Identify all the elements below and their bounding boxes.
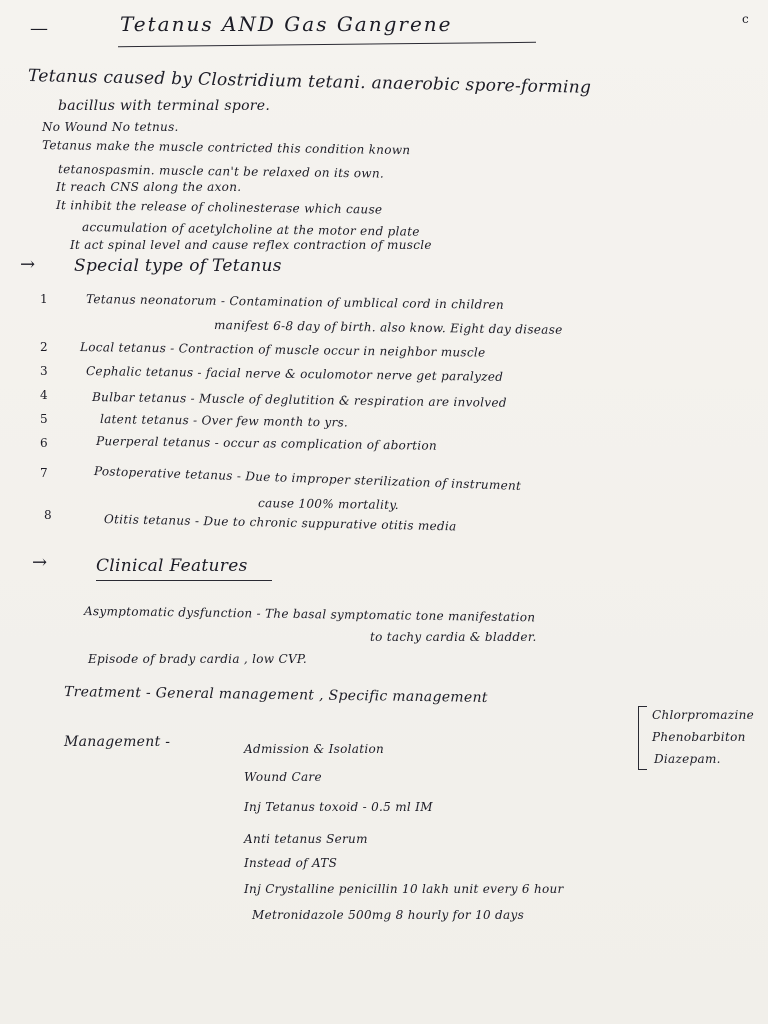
page-title: Tetanus AND Gas Gangrene bbox=[120, 12, 453, 36]
type-item-7-cont: cause 100% mortality. bbox=[257, 496, 400, 512]
drug-bracket bbox=[638, 706, 647, 770]
type-item-7: Postoperative tetanus - Due to improper sterilization of instrument bbox=[93, 464, 522, 493]
type-number: 1 bbox=[40, 292, 48, 306]
clinical-item-1: Asymptomatic dysfunction - The basal symptomatic tone manifestation bbox=[83, 604, 536, 625]
clinical-item-1-cont: to tachy cardia & bladder. bbox=[370, 630, 537, 644]
clinical-heading-underline bbox=[96, 580, 272, 581]
type-item-5: latent tetanus - Over few month to yrs. bbox=[99, 412, 349, 430]
types-heading: Special type of Tetanus bbox=[74, 256, 282, 276]
type-item-8: Otitis tetanus - Due to chronic suppurative otitis media bbox=[103, 512, 457, 534]
corner-dash: — bbox=[30, 18, 48, 39]
type-number: 8 bbox=[44, 508, 52, 522]
intro-bullet-3: It reach CNS along the axon. bbox=[56, 180, 242, 194]
management-item: Inj Crystalline penicillin 10 lakh unit every 6 hour bbox=[244, 882, 564, 896]
management-item: Anti tetanus Serum bbox=[244, 832, 368, 846]
intro-line-1: Tetanus caused by Clostridium tetani. anaerobic spore-forming bbox=[27, 66, 592, 98]
type-number: 7 bbox=[40, 466, 48, 480]
intro-line-2: bacillus with terminal spore. bbox=[58, 98, 271, 114]
type-number: 4 bbox=[40, 388, 48, 402]
type-item-1: Tetanus neonatorum - Contamination of umblical cord in children bbox=[85, 292, 505, 312]
treatment-line: Treatment - General management , Specific management bbox=[63, 684, 488, 706]
intro-bullet-4b: accumulation of acetylcholine at the motor end plate bbox=[81, 220, 420, 239]
clinical-heading: Clinical Features bbox=[96, 556, 248, 576]
type-number: 5 bbox=[40, 412, 48, 426]
drug-item: Phenobarbiton bbox=[652, 730, 746, 744]
management-item: Instead of ATS bbox=[244, 856, 338, 870]
drug-item: Chlorpromazine bbox=[652, 708, 755, 722]
management-item: Wound Care bbox=[244, 770, 322, 784]
intro-bullet-1: No Wound No tetnus. bbox=[42, 120, 179, 134]
type-item-4: Bulbar tetanus - Muscle of deglutition & respiration are involved bbox=[91, 390, 507, 410]
intro-bullet-2a: Tetanus make the muscle contricted this condition known bbox=[41, 138, 411, 158]
arrow-icon: → bbox=[20, 254, 36, 275]
intro-bullet-5: It act spinal level and cause reflex contraction of muscle bbox=[70, 238, 432, 252]
title-underline bbox=[118, 42, 536, 47]
type-number: 2 bbox=[40, 340, 48, 354]
type-item-3: Cephalic tetanus - facial nerve & oculomotor nerve get paralyzed bbox=[85, 364, 504, 384]
type-item-1-cont: manifest 6-8 day of birth. also know. Eight day disease bbox=[213, 318, 563, 337]
type-number: 6 bbox=[40, 436, 48, 450]
arrow-icon: → bbox=[32, 552, 48, 573]
type-number: 3 bbox=[40, 364, 48, 378]
management-item: Admission & Isolation bbox=[244, 742, 385, 756]
intro-bullet-4a: It inhibit the release of cholinesterase which cause bbox=[55, 198, 383, 217]
clinical-item-2: Episode of brady cardia , low CVP. bbox=[88, 652, 307, 666]
management-item: Inj Tetanus toxoid - 0.5 ml IM bbox=[244, 800, 433, 814]
type-item-6: Puerperal tetanus - occur as complication of abortion bbox=[95, 434, 438, 453]
page-mark: c bbox=[742, 12, 749, 26]
management-item: Metronidazole 500mg 8 hourly for 10 days bbox=[252, 908, 525, 922]
drug-item: Diazepam. bbox=[654, 752, 721, 766]
management-label: Management - bbox=[64, 734, 171, 750]
type-item-2: Local tetanus - Contraction of muscle occur in neighbor muscle bbox=[79, 340, 486, 360]
intro-bullet-2b: tetanospasmin. muscle can't be relaxed on its own. bbox=[57, 162, 385, 181]
